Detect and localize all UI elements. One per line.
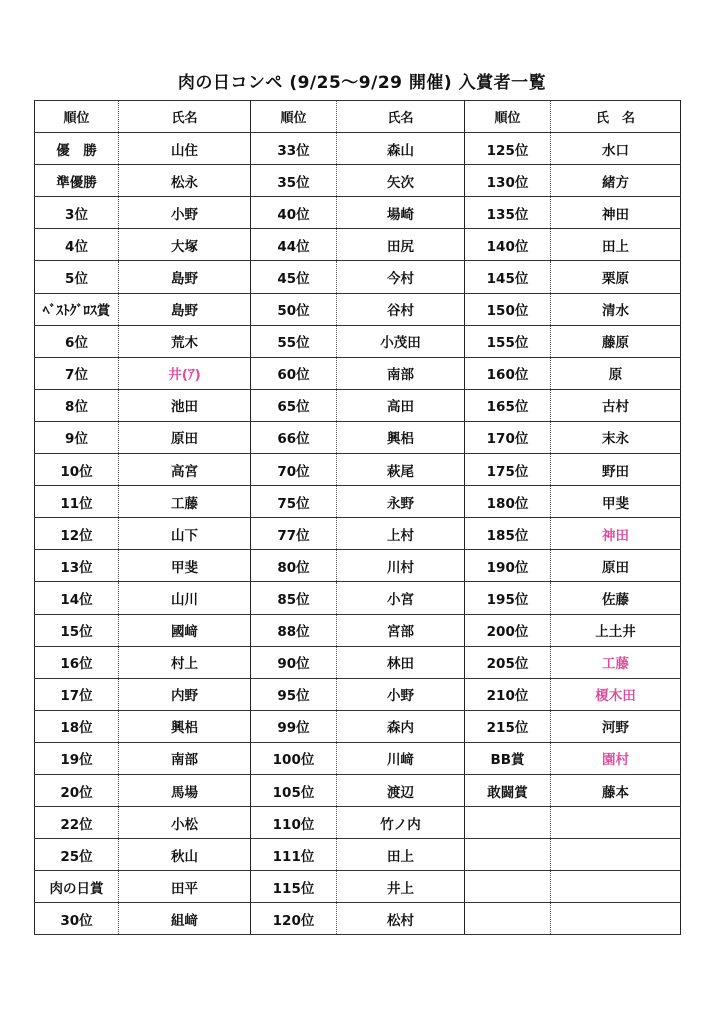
name-cell: 園村 [551,742,681,774]
name-cell: 田平 [119,871,251,903]
name-cell: 場崎 [337,197,465,229]
name-cell: 南部 [119,742,251,774]
table-row [35,197,681,229]
rank-cell: 5位 [35,261,119,293]
name-cell: 田上 [337,839,465,871]
table-row [35,807,681,839]
name-cell: 永野 [337,486,465,518]
rank-cell: 3位 [35,197,119,229]
rank-cell: 25位 [35,839,119,871]
rank-cell: 100位 [251,742,337,774]
rank-cell: 85位 [251,582,337,614]
name-cell: 小野 [337,678,465,710]
rank-cell: 30位 [35,903,119,935]
name-cell: 秋山 [119,839,251,871]
rank-cell: 12位 [35,518,119,550]
name-cell: 谷村 [337,293,465,325]
name-cell: 南部 [337,357,465,389]
rank-cell: 10位 [35,454,119,486]
name-cell: 林田 [337,646,465,678]
rank-cell: 145位 [465,261,551,293]
rank-cell: 9位 [35,421,119,453]
name-cell: 工藤 [119,486,251,518]
rank-cell: 130位 [465,165,551,197]
rank-cell: 45位 [251,261,337,293]
rank-cell: 200位 [465,614,551,646]
table-row [35,646,681,678]
name-cell [551,903,681,935]
name-cell: 井上 [337,871,465,903]
rank-cell: 175位 [465,454,551,486]
rank-cell: 90位 [251,646,337,678]
name-cell: 興梠 [337,421,465,453]
table-row [35,486,681,518]
name-cell: 矢次 [337,165,465,197]
rank-cell: 50位 [251,293,337,325]
name-cell: 藤原 [551,325,681,357]
name-cell: 大塚 [119,229,251,261]
name-cell: 小茂田 [337,325,465,357]
rank-cell: 6位 [35,325,119,357]
name-cell: 原田 [119,421,251,453]
name-cell: 榎木田 [551,678,681,710]
rank-cell [465,871,551,903]
name-cell: 上村 [337,518,465,550]
name-cell: 清水 [551,293,681,325]
name-cell: 小宮 [337,582,465,614]
name-cell: 高宮 [119,454,251,486]
name-cell: 栗原 [551,261,681,293]
table-row [35,325,681,357]
rank-cell: 210位 [465,678,551,710]
name-cell: 末永 [551,421,681,453]
rank-cell: 80位 [251,550,337,582]
name-cell: 組﨑 [119,903,251,935]
rank-cell: 20位 [35,774,119,806]
table-row [35,678,681,710]
name-cell: 野田 [551,454,681,486]
rank-cell: 44位 [251,229,337,261]
name-cell: 島野 [119,293,251,325]
name-cell: 上土井 [551,614,681,646]
rank-cell: ﾍﾞｽﾄｸﾞﾛｽ賞 [35,293,119,325]
table-row [35,293,681,325]
rank-cell: 88位 [251,614,337,646]
rank-cell [465,903,551,935]
rank-cell: 140位 [465,229,551,261]
name-cell: 神田 [551,197,681,229]
name-cell: 川村 [337,550,465,582]
rank-cell: BB賞 [465,742,551,774]
rank-cell: 7位 [35,357,119,389]
name-cell: 森内 [337,710,465,742]
name-cell: 川﨑 [337,742,465,774]
name-cell: 工藤 [551,646,681,678]
name-cell: 田上 [551,229,681,261]
rank-cell: 155位 [465,325,551,357]
rank-cell: 17位 [35,678,119,710]
rank-cell: 205位 [465,646,551,678]
name-cell: 興梠 [119,710,251,742]
name-cell: 古村 [551,389,681,421]
rank-cell: 65位 [251,389,337,421]
name-cell [551,871,681,903]
name-cell: 森山 [337,133,465,165]
rank-cell: 105位 [251,774,337,806]
table-row [35,229,681,261]
rank-cell: 110位 [251,807,337,839]
rank-cell: 120位 [251,903,337,935]
rank-cell: 15位 [35,614,119,646]
rank-cell: 190位 [465,550,551,582]
name-cell: 松村 [337,903,465,935]
name-cell [551,807,681,839]
rank-cell: 95位 [251,678,337,710]
rank-cell: 33位 [251,133,337,165]
rank-cell: 195位 [465,582,551,614]
rank-cell: 8位 [35,389,119,421]
rank-cell: 111位 [251,839,337,871]
table-row [35,357,681,389]
name-cell: 國﨑 [119,614,251,646]
name-cell: 河野 [551,710,681,742]
rank-cell: 125位 [465,133,551,165]
rank-cell: 18位 [35,710,119,742]
rank-cell: 13位 [35,550,119,582]
rank-cell: 115位 [251,871,337,903]
name-cell: 渡辺 [337,774,465,806]
table-row [35,261,681,293]
name-cell: 荒木 [119,325,251,357]
table-header-row [35,101,681,133]
table-row [35,614,681,646]
table-row [35,421,681,453]
table-row [35,165,681,197]
name-cell: 佐藤 [551,582,681,614]
rank-cell: 165位 [465,389,551,421]
column-header-name: 氏名 [119,101,251,133]
rank-cell: 150位 [465,293,551,325]
rank-cell: 215位 [465,710,551,742]
rank-cell: 160位 [465,357,551,389]
column-header-rank: 順位 [251,101,337,133]
table-row [35,871,681,903]
rank-cell: 77位 [251,518,337,550]
rank-cell: 99位 [251,710,337,742]
name-cell: 小松 [119,807,251,839]
rank-cell: 4位 [35,229,119,261]
table-row [35,742,681,774]
column-header-name: 氏 名 [551,101,681,133]
rank-cell: 19位 [35,742,119,774]
name-cell: 水口 [551,133,681,165]
name-cell: 松永 [119,165,251,197]
column-header-rank: 順位 [35,101,119,133]
table-row [35,389,681,421]
name-cell: 田尻 [337,229,465,261]
rank-cell: 185位 [465,518,551,550]
name-cell: 原田 [551,550,681,582]
rank-cell: 35位 [251,165,337,197]
name-cell [551,839,681,871]
name-cell: 島野 [119,261,251,293]
name-cell: 山川 [119,582,251,614]
rank-cell: 優 勝 [35,133,119,165]
rank-cell: 40位 [251,197,337,229]
name-cell: 竹ノ内 [337,807,465,839]
name-cell: 甲斐 [551,486,681,518]
rank-cell: 66位 [251,421,337,453]
name-cell: 宮部 [337,614,465,646]
rank-cell: 75位 [251,486,337,518]
name-cell: 内野 [119,678,251,710]
column-header-rank: 順位 [465,101,551,133]
rank-cell: 170位 [465,421,551,453]
rank-cell: 180位 [465,486,551,518]
table-row [35,133,681,165]
table-row [35,550,681,582]
rank-cell: 135位 [465,197,551,229]
name-cell: 緒方 [551,165,681,197]
rank-cell: 22位 [35,807,119,839]
rank-cell: 16位 [35,646,119,678]
rank-cell: 準優勝 [35,165,119,197]
winners-table [34,100,681,935]
name-cell: 高田 [337,389,465,421]
name-cell: 山住 [119,133,251,165]
table-row [35,774,681,806]
name-cell: 馬場 [119,774,251,806]
rank-cell: 敢闘賞 [465,774,551,806]
rank-cell: 70位 [251,454,337,486]
table-row [35,582,681,614]
rank-cell [465,839,551,871]
name-cell: 甲斐 [119,550,251,582]
page-title: 肉の日コンペ (9/25〜9/29 開催) 入賞者一覧 [177,73,547,93]
name-cell: 原 [551,357,681,389]
rank-cell [465,807,551,839]
table-row [35,839,681,871]
name-cell: 井(ｱ) [119,357,251,389]
name-cell: 藤本 [551,774,681,806]
name-cell: 池田 [119,389,251,421]
name-cell: 小野 [119,197,251,229]
table-row [35,454,681,486]
rank-cell: 55位 [251,325,337,357]
name-cell: 山下 [119,518,251,550]
rank-cell: 11位 [35,486,119,518]
name-cell: 萩尾 [337,454,465,486]
name-cell: 神田 [551,518,681,550]
name-cell: 今村 [337,261,465,293]
rank-cell: 14位 [35,582,119,614]
rank-cell: 60位 [251,357,337,389]
table-row [35,903,681,935]
name-cell: 村上 [119,646,251,678]
column-header-name: 氏名 [337,101,465,133]
table-row [35,518,681,550]
rank-cell: 肉の日賞 [35,871,119,903]
table-row [35,710,681,742]
